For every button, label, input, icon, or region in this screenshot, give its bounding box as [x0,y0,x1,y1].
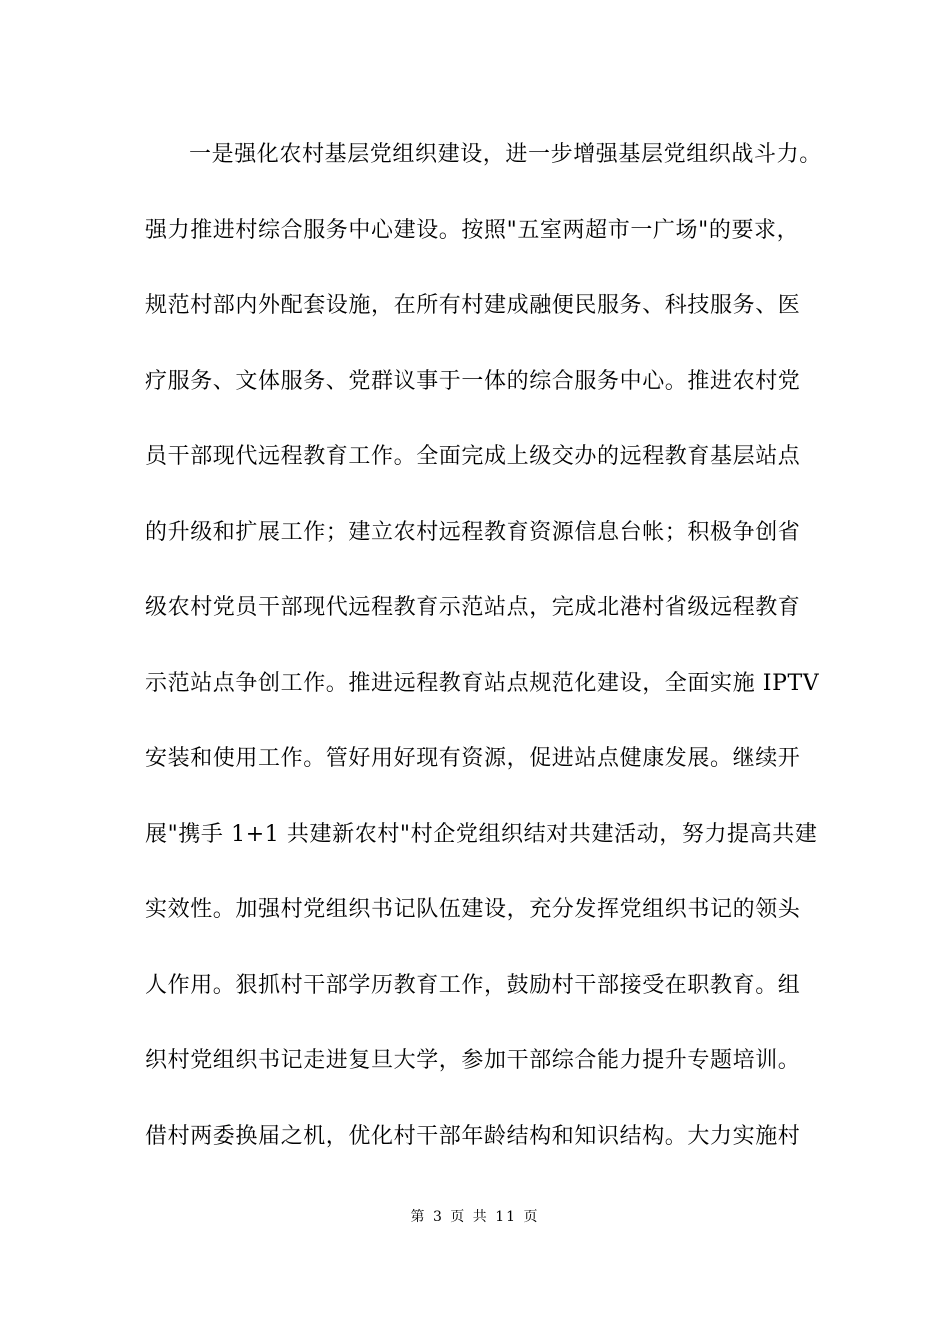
text-line: 织村党组织书记走进复旦大学，参加干部综合能力提升专题培训。 [145,1048,801,1073]
text-line: 人作用。狠抓村干部学历教育工作，鼓励村干部接受在职教育。组 [145,972,801,998]
text-line: 强力推进村综合服务中心建设。按照"五室两超市一广场"的要求， [145,217,800,243]
text-line: 疗服务、文体服务、党群议事于一体的综合服务中心。推进农村党 [145,368,801,394]
text-line: 安装和使用工作。管好用好现有资源，促进站点健康发展。继续开 [145,746,801,771]
text-line: 示范站点争创工作。推进远程教育站点规范化建设，全面实施 IPTV [145,670,820,696]
text-line: 规范村部内外配套设施，在所有村建成融便民服务、科技服务、医 [145,293,801,318]
text-line: 展"携手 1+1 共建新农村"村企党组织结对共建活动，努力提高共建 [145,821,818,847]
body-text [145,133,825,1190]
text-line: 实效性。加强村党组织书记队伍建设，充分发挥党组织书记的领头 [145,897,801,922]
page-number-footer: 第 3 页 共 11 页 [410,1209,540,1225]
text-line: 的升级和扩展工作；建立农村远程教育资源信息台帐；积极争创省 [145,519,801,545]
text-line: 一是强化农村基层党组织建设，进一步增强基层党组织战斗力。 [189,142,822,167]
text-line: 级农村党员干部现代远程教育示范站点，完成北港村省级远程教育 [145,595,801,620]
text-line: 员干部现代远程教育工作。全面完成上级交办的远程教育基层站点 [145,444,801,469]
text-line: 借村两委换届之机，优化村干部年龄结构和知识结构。大力实施村 [145,1123,801,1149]
